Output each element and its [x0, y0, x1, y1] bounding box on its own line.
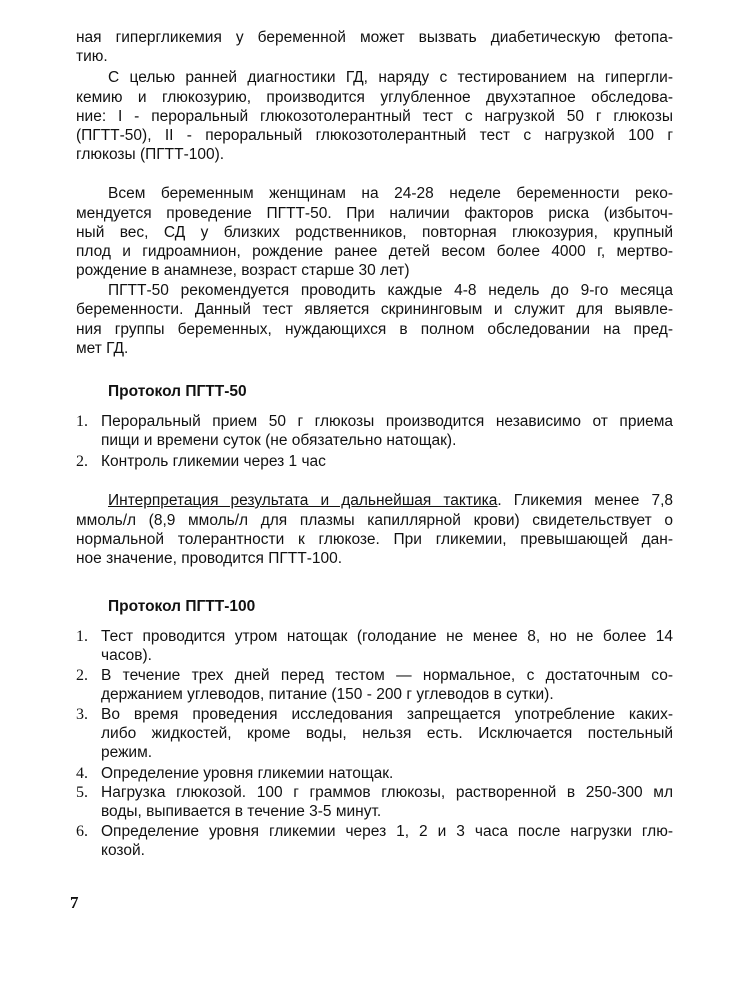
list-item-line: Тест проводится утром натощак (голодание не менее 8, но не более 14 — [101, 628, 673, 645]
paragraph-line: ние: I - пероральный глюкозотолерантный тест с нагрузкой 50 г глюкозы — [76, 108, 673, 125]
list-item-line: часов). — [101, 647, 152, 664]
paragraph-line: ния группы беременных, нуждающихся в полном обследовании на пред- — [76, 321, 673, 338]
section-heading: Протокол ПГТТ-100 — [108, 598, 256, 615]
paragraph-line: Всем беременным женщинам на 24-28 неделе беременности реко- — [108, 185, 673, 202]
paragraph-line: плод и гидроамнион, рождение ранее детей весом более 4000 г, мертво- — [76, 243, 673, 260]
list-number: 4. — [76, 765, 88, 782]
paragraph-line: ная гипергликемия у беременной может вызвать диабетическую фетопа- — [76, 29, 673, 46]
list-number: 2. — [76, 453, 88, 470]
list-item-line: пищи и времени суток (не обязательно натощак). — [101, 432, 457, 449]
list-item-line: Контроль гликемии через 1 час — [101, 453, 326, 470]
list-item-line: держанием углеводов, питание (150 - 200 г углеводов в сутки). — [101, 686, 554, 703]
list-number: 2. — [76, 667, 88, 684]
paragraph-line: беременности. Данный тест является скрининговым и служит для выявле- — [76, 301, 673, 318]
paragraph-line: мет ГД. — [76, 340, 129, 357]
paragraph-line: кемию и глюкозурию, производится углубленное двухэтапное обследова- — [76, 89, 673, 106]
page-number: 7 — [70, 893, 79, 912]
list-item-line: Пероральный прием 50 г глюкозы производится независимо от приема — [101, 413, 673, 430]
list-number: 3. — [76, 706, 88, 723]
list-item-line: Определение уровня гликемии через 1, 2 и 3 часа после нагрузки глю- — [101, 823, 673, 840]
list-item-line: воды, выпивается в течение 3-5 минут. — [101, 803, 382, 820]
interpretation-text: . Гликемия менее 7,8 — [497, 492, 673, 509]
list-number: 5. — [76, 784, 88, 801]
list-item-line: козой. — [101, 842, 145, 859]
paragraph-line: мендуется проведение ПГТТ-50. При наличии факторов риска (избыточ- — [76, 205, 673, 222]
paragraph-line: (ПГТТ-50), II - пероральный глюкозотолерантный тест с нагрузкой 100 г — [76, 127, 673, 144]
paragraph-line: тию. — [76, 48, 108, 65]
paragraph-line: рождение в анамнезе, возраст старше 30 лет) — [76, 262, 410, 279]
interpretation-line: ное значение, проводится ПГТТ-100. — [76, 550, 343, 567]
interpretation-line: ммоль/л (8,9 ммоль/л для плазмы капиллярной крови) свидетельствует о — [76, 512, 673, 529]
interpretation-label: Интерпретация результата и дальнейшая тактика — [108, 492, 498, 509]
list-item-line: Нагрузка глюкозой. 100 г граммов глюкозы, растворенной в 250-300 мл — [101, 784, 673, 801]
section-heading: Протокол ПГТТ-50 — [108, 383, 247, 400]
list-item-line: режим. — [101, 744, 153, 761]
list-item-line: Во время проведения исследования запрещается употребление каких- — [101, 706, 673, 723]
list-item-line: Определение уровня гликемии натощак. — [101, 765, 394, 782]
list-number: 6. — [76, 823, 88, 840]
list-item-line: В течение трех дней перед тестом — нормальное, с достаточным со- — [101, 667, 673, 684]
paragraph-line: ный вес, СД у близких родственников, повторная глюкозурия, крупный — [76, 224, 673, 241]
interpretation-line — [108, 491, 673, 510]
interpretation-line: нормальной толерантности к глюкозе. При гликемии, превышающей дан- — [76, 531, 673, 548]
paragraph-line: С целью ранней диагностики ГД, наряду с тестированием на гипергли- — [108, 69, 673, 86]
list-number: 1. — [76, 628, 88, 645]
list-number: 1. — [76, 413, 88, 430]
paragraph-line: глюкозы (ПГТТ-100). — [76, 146, 225, 163]
paragraph-line: ПГТТ-50 рекомендуется проводить каждые 4-8 недель до 9-го месяца — [108, 282, 673, 299]
list-item-line: либо жидкостей, кроме воды, нельзя есть. Исключается постельный — [101, 725, 673, 742]
